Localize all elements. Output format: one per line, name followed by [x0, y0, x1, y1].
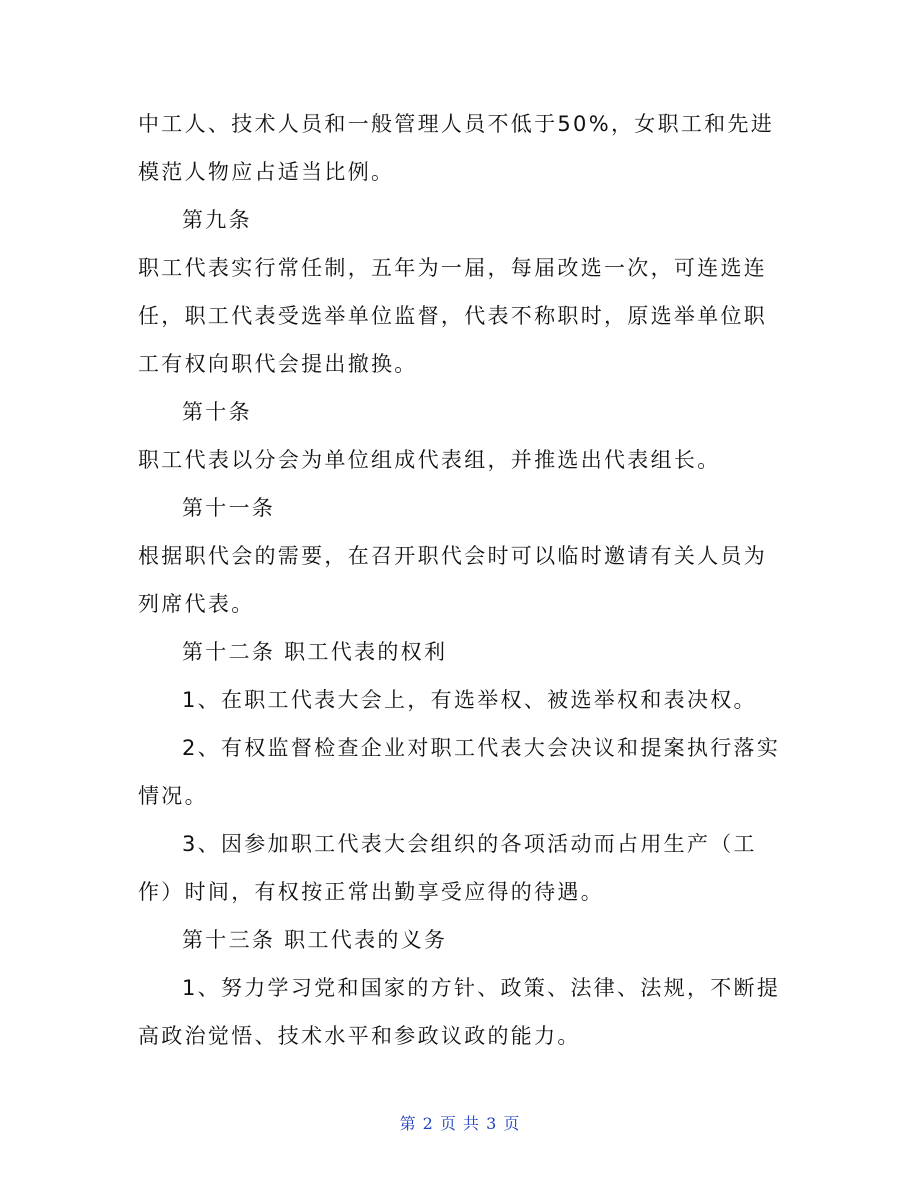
list-item-rights-2: 2、有权监督检查企业对职工代表大会决议和提案执行落实情况。: [138, 736, 781, 808]
document-body: [138, 100, 788, 1060]
paragraph-article-10: 职工代表以分会为单位组成代表组，并推选出代表组长。: [138, 448, 721, 472]
paragraph-article-11: 根据职代会的需要，在召开职代会时可以临时邀请有关人员为列席代表。: [138, 544, 768, 616]
article-heading-10: 第十条: [182, 400, 252, 424]
paragraph-continuation: 中工人、技术人员和一般管理人员不低于50%，女职工和先进模范人物应占适当比例。: [138, 112, 775, 184]
article-heading-11: 第十一条: [182, 496, 276, 520]
list-item-rights-3: 3、因参加职工代表大会组织的各项活动而占用生产（工作）时间，有权按正常出勤享受应得的待遇。: [138, 832, 757, 904]
paragraph-article-9: 职工代表实行常任制，五年为一届，每届改选一次，可连选连任，职工代表受选举单位监督，代表不称职时，原选举单位职工有权向职代会提出撤换。: [138, 256, 768, 376]
article-heading-9: 第九条: [182, 208, 252, 232]
list-item-rights-1: 1、在职工代表大会上，有选举权、被选举权和表决权。: [182, 688, 757, 712]
list-item-duties-1: 1、努力学习党和国家的方针、政策、法律、法规，不断提高政治觉悟、技术水平和参政议政的能力。: [138, 976, 781, 1048]
article-heading-12: 第十二条 职工代表的权利: [182, 640, 448, 664]
article-heading-13: 第十三条 职工代表的义务: [182, 928, 448, 952]
page-number-footer: 第 2 页 共 3 页: [399, 1114, 521, 1133]
